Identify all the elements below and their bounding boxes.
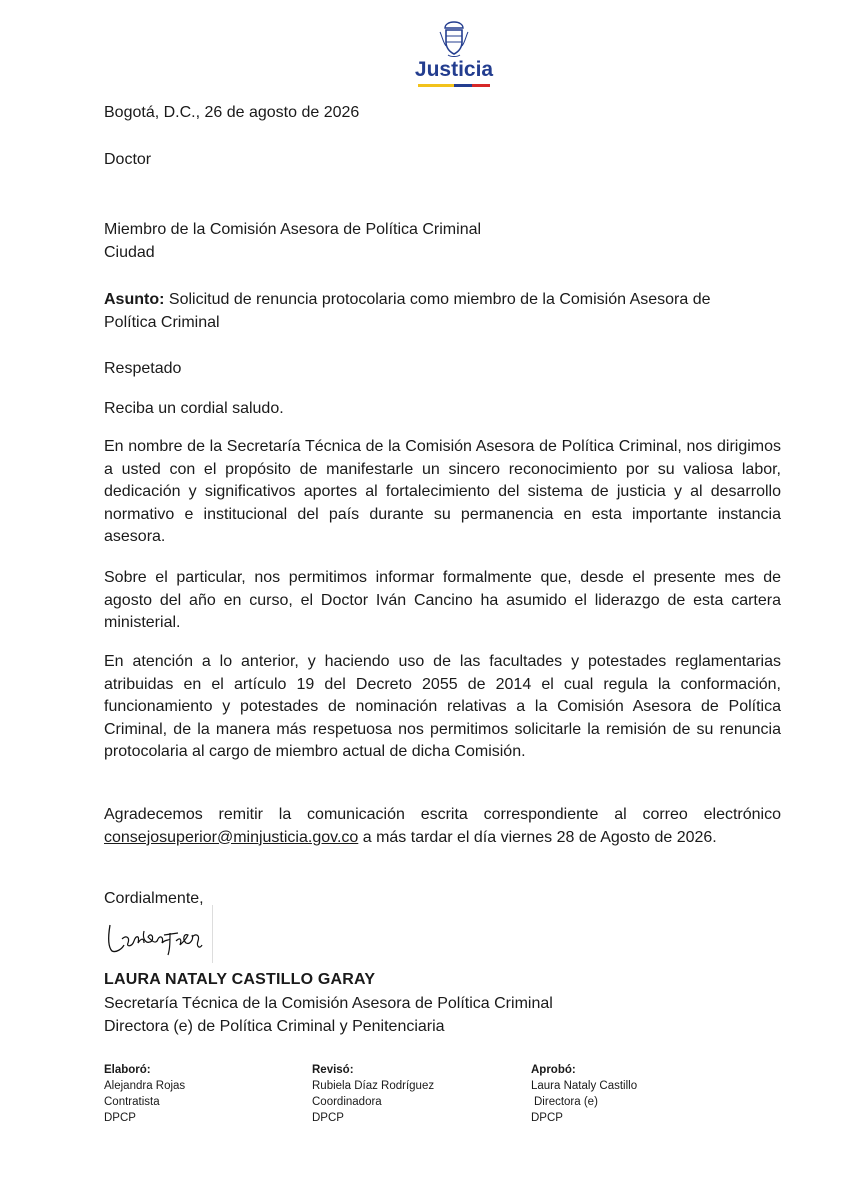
salutation-title: Doctor: [104, 151, 152, 168]
elaboro-name: Alejandra Rojas: [104, 1080, 186, 1092]
paragraph-1: [104, 436, 781, 549]
signer-name: LAURA NATALY CASTILLO GARAY: [104, 971, 376, 988]
reviso-label: Revisó:: [312, 1064, 354, 1076]
paragraph-4-before: Agradecemos remitir la comunicación escrita correspondiente al correo electrónico: [104, 806, 781, 823]
signer-role-1: Secretaría Técnica de la Comisión Asesora de Política Criminal: [104, 995, 553, 1012]
elaboro-unit: DPCP: [104, 1112, 136, 1124]
letter-date: Bogotá, D.C., 26 de agosto de 2026: [104, 104, 360, 121]
subject-label: Asunto:: [104, 291, 165, 308]
ministry-logo: [404, 20, 504, 87]
reviso-role: Coordinadora: [312, 1096, 382, 1108]
paragraph-3: [104, 651, 781, 764]
flag-yellow: [418, 84, 454, 87]
elaboro-role: Contratista: [104, 1096, 160, 1108]
footer-reviso: [312, 1062, 434, 1126]
logo-text: Justicia: [414, 58, 494, 81]
aprobo-name: Laura Nataly Castillo: [531, 1080, 638, 1092]
aprobo-unit: DPCP: [531, 1112, 563, 1124]
signature-drawing: [96, 905, 212, 963]
paragraph-3-text: En atención a lo anterior, y haciendo uso de las facultades y potestades reglamentarias atribuidas en el artículo 19 del Decreto 2055 de 2014 el cual regula la conformación, funcionamiento y potestades de nominación relativas a la Comisión Asesora de Política Criminal, de la manera más respetuosa nos permitimos solicitarle la remisión de su renuncia protocolaria al cargo de miembro actual de dicha Comisión.: [104, 653, 781, 760]
contact-email-link[interactable]: consejosuperior@minjusticia.gov.co: [104, 828, 359, 846]
footer-elaboro: [104, 1062, 185, 1126]
flag-red: [472, 84, 490, 87]
paragraph-2: [104, 567, 781, 635]
reviso-name: Rubiela Díaz Rodríguez: [312, 1080, 435, 1092]
aprobo-label: Aprobó:: [531, 1064, 576, 1076]
elaboro-label: Elaboró:: [104, 1064, 151, 1076]
reviso-unit: DPCP: [312, 1112, 344, 1124]
subject-text: Solicitud de renuncia protocolaria como miembro de la Comisión Asesora de Política Criminal: [104, 291, 711, 331]
subject: [104, 289, 744, 334]
recipient-line2: Ciudad: [104, 244, 155, 261]
paragraph-2-text: Sobre el particular, nos permitimos informar formalmente que, desde el presente mes de agosto del año en curso, el Doctor Iván Cancino ha asumido el liderazgo de esta cartera ministerial.: [104, 569, 781, 631]
paragraph-4-after: a más tardar el día viernes 28 de Agosto de 2026.: [362, 828, 717, 846]
recipient-line1: Miembro de la Comisión Asesora de Política Criminal: [104, 221, 482, 238]
flag-stripe: [418, 84, 490, 87]
signer-role-2: Directora (e) de Política Criminal y Penitenciaria: [104, 1018, 445, 1035]
flag-blue: [454, 84, 472, 87]
coat-of-arms-icon: [437, 20, 471, 58]
paragraph-4: [104, 804, 781, 849]
aprobo-role: Directora (e): [534, 1096, 598, 1108]
closing: Cordialmente,: [104, 890, 204, 907]
opening-line: Reciba un cordial saludo.: [104, 400, 284, 417]
greeting: Respetado: [104, 360, 182, 377]
paragraph-1-text: En nombre de la Secretaría Técnica de la Comisión Asesora de Política Criminal, nos dirigimos a usted con el propósito de manifestarle un sincero reconocimiento por su valiosa labor, dedicación y significativos aportes al fortalecimiento del sistema de justicia y al desarrollo normativo e institucional del país durante su permanencia en esta importante instancia asesora.: [104, 438, 781, 545]
handwritten-signature: [96, 905, 213, 963]
footer-aprobo: [531, 1062, 637, 1126]
